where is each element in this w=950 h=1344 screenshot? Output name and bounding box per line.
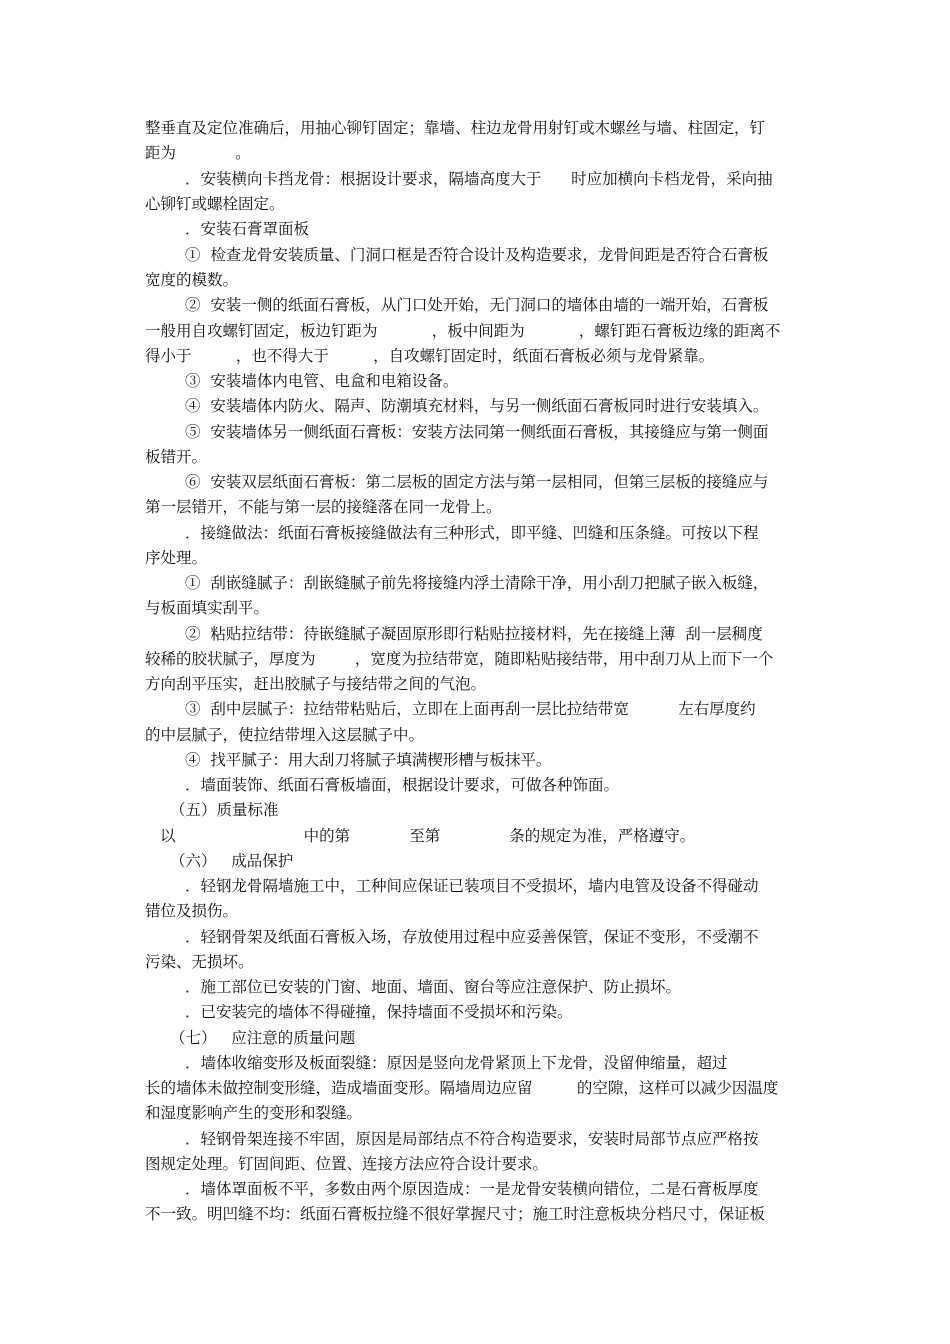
text-line: ．墙体罩面板不平，多数由两个原因造成：一是龙骨安装横向错位，二是石膏板厚度 bbox=[185, 1180, 759, 1198]
text-line: ．墙面装饰、纸面石膏板墙面，根据设计要求，可做各种饰面。 bbox=[185, 776, 620, 794]
text-line: ④ 找平腻子：用大刮刀将腻子填满楔形槽与板抹平。 bbox=[185, 751, 552, 769]
text-line: ① 检查龙骨安装质量、门洞口框是否符合设计及构造要求，龙骨间距是否符合石膏板 bbox=[185, 246, 769, 264]
text-line: ．安装横向卡挡龙骨：根据设计要求，隔墙高度大于 时应加横向卡档龙骨，采向抽 bbox=[185, 170, 773, 188]
text-line: ．墙体收缩变形及板面裂缝：原因是竖向龙骨紧顶上下龙骨，没留伸缩量，超过 bbox=[185, 1054, 728, 1072]
text-line: ⑤ 安装墙体另一侧纸面石膏板：安装方法同第一侧纸面石膏板，其接缝应与第一侧面 bbox=[185, 423, 769, 441]
text-line: ．轻钢骨架及纸面石膏板入场，存放使用过程中应妥善保管，保证不变形，不受潮不 bbox=[185, 928, 759, 946]
text-line: 宽度的模数。 bbox=[145, 271, 239, 289]
text-line: 序处理。 bbox=[145, 549, 208, 567]
text-line: ② 粘贴拉结带：待嵌缝腻子凝固原形即行粘贴拉接材料，先在接缝上薄 刮一层稠度 bbox=[185, 625, 763, 643]
text-line: 错位及损伤。 bbox=[145, 902, 239, 920]
text-line: 较稀的胶状腻子，厚度为 ，宽度为拉结带宽，随即粘贴接结带，用中刮刀从上而下一个 bbox=[145, 650, 774, 668]
text-line: 不一致。明凹缝不均：纸面石膏板拉缝不很好掌握尺寸；施工时注意板块分档尺寸，保证板 bbox=[145, 1205, 766, 1223]
text-line: ．安装石膏罩面板 bbox=[185, 220, 310, 238]
text-line: 第一层错开，不能与第一层的接缝落在同一龙骨上。 bbox=[145, 498, 502, 516]
text-line: 距为 。 bbox=[145, 144, 251, 162]
text-line: ．轻钢骨架连接不牢固，原因是局部结点不符合构造要求，安装时局部节点应严格按 bbox=[185, 1130, 759, 1148]
text-line: ．施工部位已安装的门窗、地面、墙面、窗台等应注意保护、防止损坏。 bbox=[185, 978, 682, 996]
text-line: 心铆钉或螺栓固定。 bbox=[145, 195, 285, 213]
text-line: 污染、无损坏。 bbox=[145, 953, 254, 971]
text-line: 图规定处理。钉固间距、位置、连接方法应符合设计要求。 bbox=[145, 1155, 549, 1173]
text-line: ② 安装一侧的纸面石膏板，从门口处开始，无门洞口的墙体由墙的一端开始，石膏板 bbox=[185, 296, 769, 314]
section-heading: （六） 成品保护 bbox=[170, 852, 294, 870]
text-line: ③ 刮中层腻子：拉结带粘贴后，立即在上面再刮一层比拉结带宽 左右厚度约 bbox=[185, 700, 756, 718]
text-line: 板错开。 bbox=[145, 448, 208, 466]
text-line: ① 刮嵌缝腻子：刮嵌缝腻子前先将接缝内浮土清除干净，用小刮刀把腻子嵌入板缝， bbox=[185, 574, 769, 592]
text-line: ③ 安装墙体内电管、电盒和电箱设备。 bbox=[185, 372, 459, 390]
text-line: 整垂直及定位准确后，用抽心铆钉固定；靠墙、柱边龙骨用射钉或木螺丝与墙、柱固定，钉 bbox=[145, 119, 766, 137]
section-heading: （七） 应注意的质量问题 bbox=[170, 1029, 356, 1047]
text-line: 得小于 ，也不得大于 ，自攻螺钉固定时，纸面石膏板必须与龙骨紧靠。 bbox=[145, 347, 715, 365]
text-line: 的中层腻子，使拉结带埋入这层腻子中。 bbox=[145, 726, 425, 744]
text-line: 以 中的第 至第 条的规定为准，严格遵守。 bbox=[160, 827, 696, 845]
text-line: ．接缝做法：纸面石膏板接缝做法有三种形式，即平缝、凹缝和压条缝。可按以下程 bbox=[185, 524, 759, 542]
text-line: ．已安装完的墙体不得碰撞，保持墙面不受损坏和污染。 bbox=[185, 1003, 573, 1021]
text-line: 与板面填实刮平。 bbox=[145, 599, 270, 617]
text-line: ．轻钢龙骨隔墙施工中，工种间应保证已装项目不受损坏，墙内电管及设备不得碰动 bbox=[185, 877, 759, 895]
text-line: 方向刮平压实，赶出胶腻子与接结带之间的气泡。 bbox=[145, 675, 487, 693]
text-line: ④ 安装墙体内防火、隔声、防潮填充材料，与另一侧纸面石膏板同时进行安装填入。 bbox=[185, 397, 769, 415]
text-line: ⑥ 安装双层纸面石膏板：第二层板的固定方法与第一层相同，但第三层板的接缝应与 bbox=[185, 473, 769, 491]
text-line: 一般用自攻螺钉固定，板边钉距为 ，板中间距为 ，螺钉距石膏板边缘的距离不 bbox=[145, 322, 781, 340]
text-line: 和湿度影响产生的变形和裂缝。 bbox=[145, 1104, 363, 1122]
section-heading: （五）质量标准 bbox=[170, 801, 279, 819]
text-line: 长的墙体未做控制变形缝，造成墙面变形。隔墙周边应留 的空隙，这样可以减少因温度 bbox=[145, 1079, 779, 1097]
